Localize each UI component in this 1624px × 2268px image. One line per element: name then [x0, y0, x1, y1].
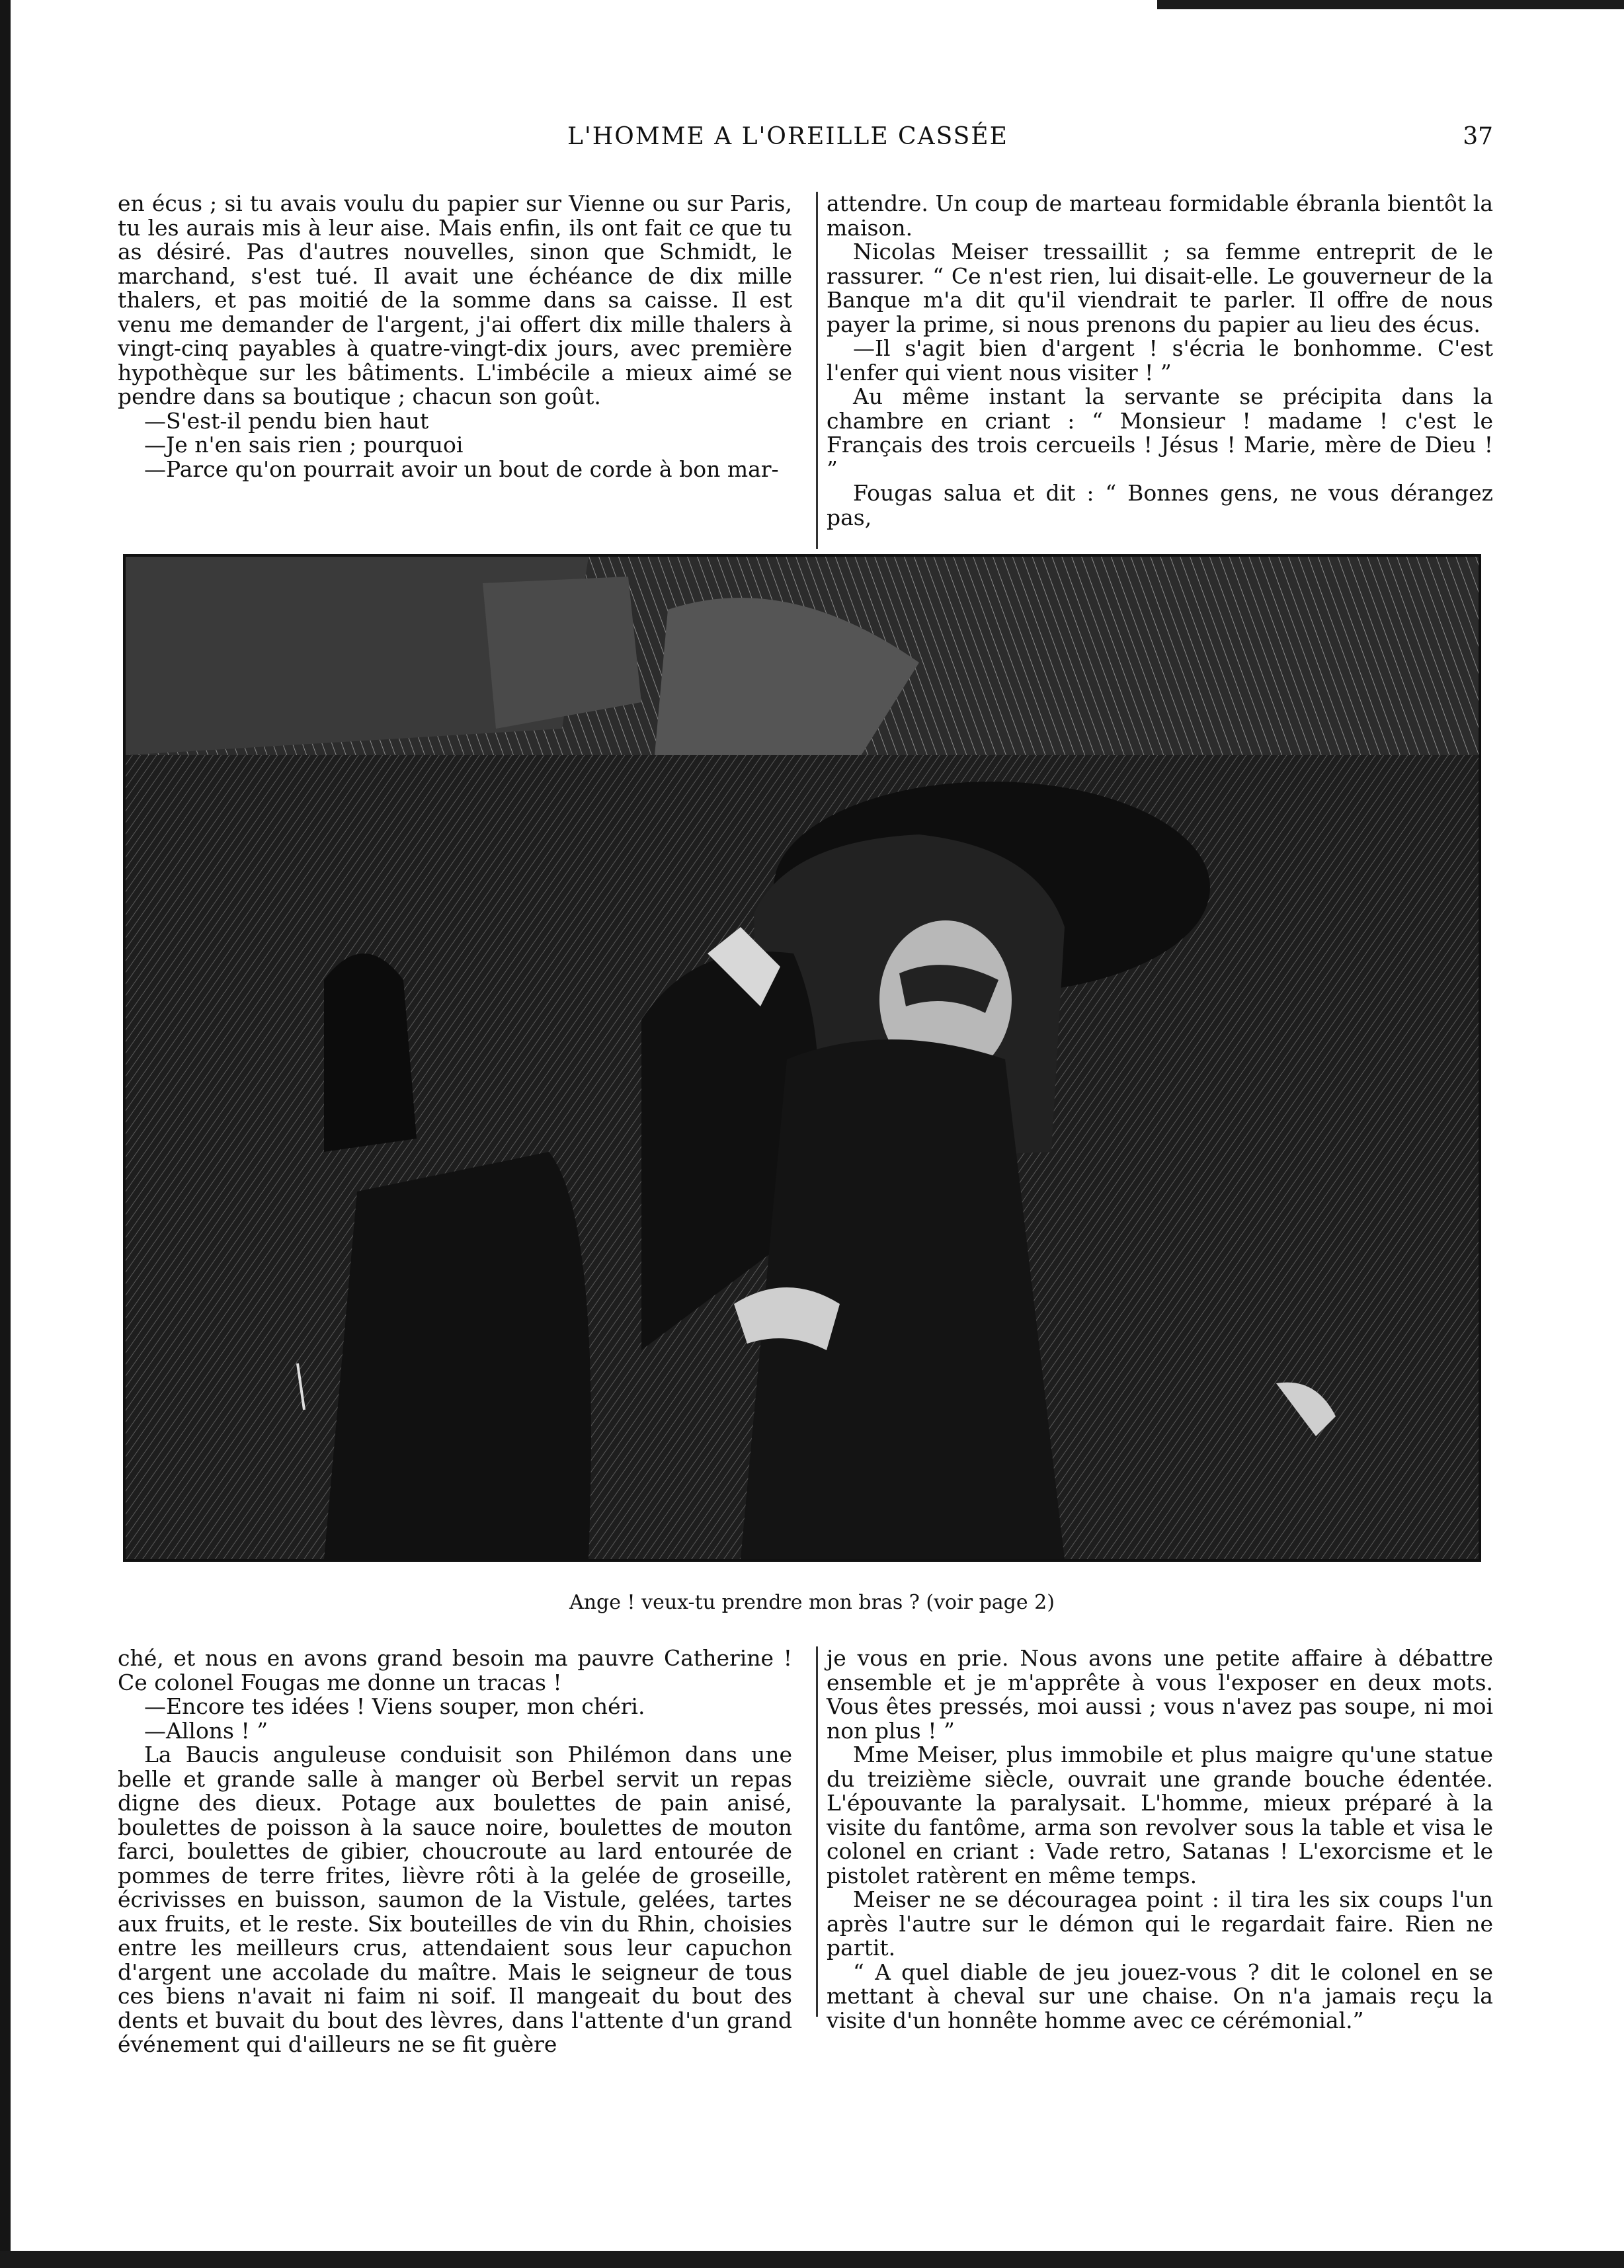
paragraph: ché, et nous en avons grand besoin ma pauvre Catherine ! Ce colonel Fougas me donne un tracas ! [118, 1645, 792, 1695]
page-header [118, 123, 1493, 165]
top-left-column [118, 192, 792, 481]
engraving-image [126, 557, 1479, 1559]
top-right-column [827, 192, 1493, 530]
paragraph: —Encore tes idées ! Viens souper, mon chéri. [144, 1693, 645, 1719]
paragraph: Fougas salua et dit : “ Bonnes gens, ne vous dérangez pas, [827, 480, 1493, 530]
engraving-illustration [123, 554, 1481, 1562]
paragraph: Meiser ne se découragea point : il tira les six coups l'un après l'autre sur le démon qui le regardait faire. Rien ne partit. [827, 1886, 1493, 1961]
illustration-caption: Ange ! veux-tu prendre mon bras ? (voir page 2) [569, 1591, 1055, 1614]
paragraph: en écus ; si tu avais voulu du papier sur Vienne ou sur Paris, tu les aurais mis à leur aise. Mais enfin, ils ont fait ce que tu as désiré. Pas d'autres nouvelles, sinon que Schmidt, le marchand, s'est tué. Il avait une échéance de dix mille thalers, et pas moitié de la somme dans sa caisse. Il est venu me demander de l'argent, j'ai offert dix mille thalers à vingt-cinq payables à quatre-vingt-dix jours, avec première hypothèque sur les bâtiments. L'imbécile a mieux aimé se pendre dans sa boutique ; chacun son goût. [118, 190, 792, 409]
paragraph: Mme Meiser, plus immobile et plus maigre qu'une statue du treizième siècle, ouvrait une grande bouche édentée. L'épouvante la paralysait. L'homme, mieux préparé à la visite du fantôme, arma son revolver sous la table et visa le colonel en criant : Vade retro, Satanas ! L'exorcisme et le pistolet ratèrent en même temps. [827, 1742, 1493, 1888]
page-top-edge [1157, 0, 1624, 9]
paragraph: —Il s'agit bien d'argent ! s'écria le bonhomme. C'est l'enfer qui vient nous visiter ! ” [827, 335, 1493, 385]
column-divider [816, 192, 818, 549]
bottom-left-column [118, 1646, 792, 2057]
page-bottom-edge [0, 2251, 1624, 2268]
paragraph: “ A quel diable de jeu jouez-vous ? dit le colonel en se mettant à cheval sur une chaise. On n'a jamais reçu la visite d'un honnête homme avec ce cérémonial.” [827, 1959, 1493, 2033]
column-divider [816, 1646, 818, 2017]
running-title: L'HOMME A L'OREILLE CASSÉE [567, 123, 1008, 150]
page-number: 37 [1463, 123, 1493, 150]
paragraph: —S'est-il pendu bien haut [144, 407, 429, 434]
paragraph: —Parce qu'on pourrait avoir un bout de corde à bon mar- [144, 456, 779, 482]
paragraph: Au même instant la servante se précipita dans la chambre en criant : “ Monsieur ! madame ! c'est le Français des trois cercueils ! Jésus ! Marie, mère de Dieu ! ” [827, 384, 1493, 482]
bottom-right-column [827, 1646, 1493, 2033]
paragraph: —Allons ! ” [144, 1717, 268, 1744]
paragraph: attendre. Un coup de marteau formidable ébranla bientôt la maison. [827, 190, 1493, 241]
page-left-edge [0, 0, 11, 2268]
paragraph: Nicolas Meiser tressaillit ; sa femme entreprit de le rassurer. “ Ce n'est rien, lui disait-elle. Le gouverneur de la Banque m'a dit qu'il viendrait te parler. Il offre de nous payer la prime, si nous prenons du papier au lieu des écus. [827, 239, 1493, 337]
paragraph: —Je n'en sais rien ; pourquoi [144, 432, 464, 458]
paragraph: La Baucis anguleuse conduisit son Philémon dans une belle et grande salle à manger où Berbel servit un repas digne des dieux. Potage aux boulettes de pain anisé, boulettes de poisson à la sauce noire, boulettes de mouton farci, boulettes de gibier, choucroute au lard entourée de pommes de terre frites, lièvre rôti à la gelée de groseille, écrivisses en buisson, saumon de la Vistule, gelées, tartes aux fruits, et le reste. Six bouteilles de vin du Rhin, choisies entre les meilleurs crus, attendaient sous leur capuchon d'argent une accolade du maître. Mais le seigneur de tous ces biens n'avait ni faim ni soif. Il mangeait du bout des dents et buvait du bout des lèvres, dans l'attente d'un grand événement qui d'ailleurs ne se fit guère [118, 1742, 792, 2057]
paragraph: je vous en prie. Nous avons une petite affaire à débattre ensemble et je m'apprête à vous l'exposer en deux mots. Vous êtes pressés, moi aussi ; vous n'avez pas soupe, ni moi non plus ! ” [827, 1645, 1493, 1744]
